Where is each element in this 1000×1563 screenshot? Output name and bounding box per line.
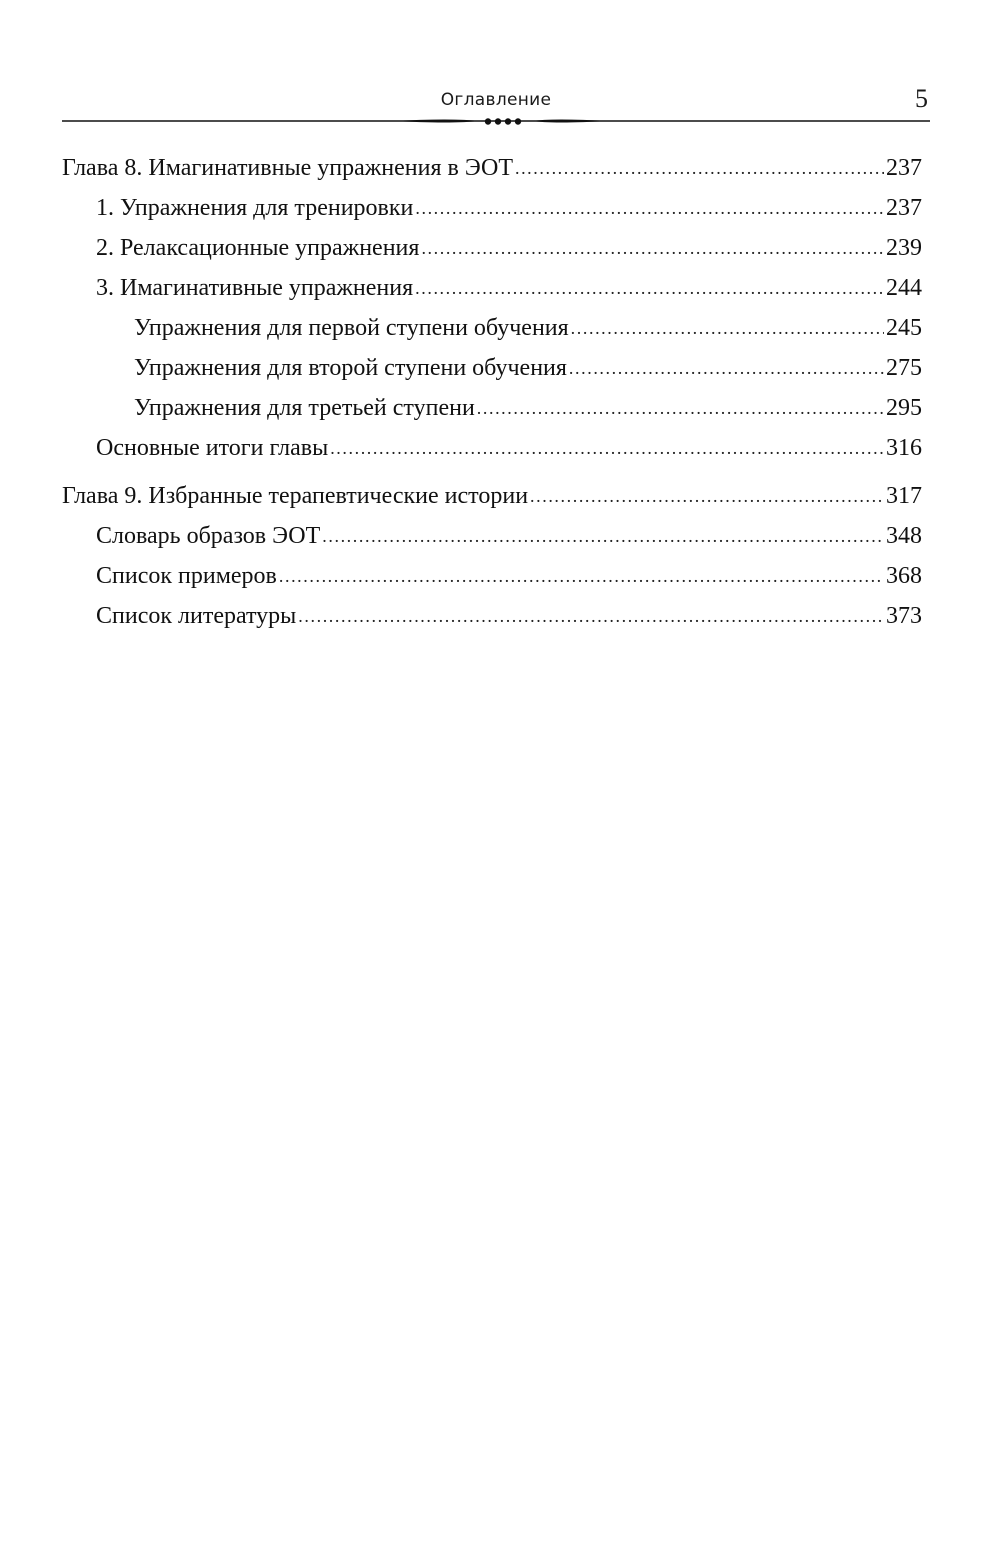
toc-entry-page: 239 <box>886 235 922 261</box>
dot-leader <box>279 556 884 596</box>
toc-entry-title: Упражнения для первой ступени обучения <box>134 315 569 341</box>
toc-entry-title: Словарь образов ЭОТ <box>96 523 321 549</box>
toc-entry-chapter-8[interactable] <box>62 148 922 188</box>
toc-entry-title: Упражнения для второй ступени обучения <box>134 355 567 381</box>
toc-entry-page: 245 <box>886 315 922 341</box>
dot-leader <box>415 268 884 308</box>
toc-entry-page: 275 <box>886 355 922 381</box>
dot-leader <box>298 596 884 636</box>
running-header-title: Оглавление <box>440 90 552 110</box>
toc-entry-title: Основные итоги главы <box>96 435 329 461</box>
dot-leader <box>530 476 884 516</box>
dot-leader <box>515 148 884 188</box>
toc-entry-glossary[interactable] <box>62 516 922 556</box>
toc-entry-page: 316 <box>886 435 922 461</box>
toc-entry-subsection-first-stage[interactable] <box>62 308 922 348</box>
toc-entry-page: 244 <box>886 275 922 301</box>
dot-leader <box>330 428 884 468</box>
toc-entry-title: Список примеров <box>96 563 277 589</box>
toc-entry-title: 1. Упражнения для тренировки <box>96 195 414 221</box>
dot-leader <box>571 308 884 348</box>
toc-entry-page: 237 <box>886 195 922 221</box>
toc-entry-subsection-second-stage[interactable] <box>62 348 922 388</box>
dot-leader <box>322 516 884 556</box>
toc-entry-page: 368 <box>886 563 922 589</box>
toc-entry-chapter-summary[interactable] <box>62 428 922 468</box>
dot-leader <box>569 348 884 388</box>
toc-entry-section-3[interactable] <box>62 268 922 308</box>
toc-entry-title: Глава 9. Избранные терапевтические истории <box>62 483 529 509</box>
toc-entry-page: 373 <box>886 603 922 629</box>
toc-entry-bibliography[interactable] <box>62 596 922 636</box>
toc-entry-title: Список литературы <box>96 603 297 629</box>
toc-entry-examples-list[interactable] <box>62 556 922 596</box>
dot-leader <box>421 228 884 268</box>
toc-entry-section-2[interactable] <box>62 228 922 268</box>
toc-entry-chapter-9[interactable] <box>62 476 922 516</box>
ornamental-rule-graphic <box>62 118 930 126</box>
toc-entry-section-1[interactable] <box>62 188 922 228</box>
dot-leader <box>477 388 884 428</box>
running-header <box>62 84 930 120</box>
toc-entry-page: 348 <box>886 523 922 549</box>
dot-leader <box>415 188 884 228</box>
toc-entry-title: 3. Имагинативные упражнения <box>96 275 414 301</box>
toc-entry-subsection-third-stage[interactable] <box>62 388 922 428</box>
toc-entry-page: 237 <box>886 155 922 181</box>
page-number: 5 <box>915 84 928 113</box>
toc-entry-page: 317 <box>886 483 922 509</box>
table-of-contents <box>62 148 922 636</box>
toc-entry-title: Упражнения для третьей ступени <box>134 395 475 421</box>
toc-entry-page: 295 <box>886 395 922 421</box>
ornamental-rule <box>62 118 930 126</box>
toc-entry-title: 2. Релаксационные упражнения <box>96 235 420 261</box>
toc-entry-title: Глава 8. Имагинативные упражнения в ЭОТ <box>62 155 513 181</box>
